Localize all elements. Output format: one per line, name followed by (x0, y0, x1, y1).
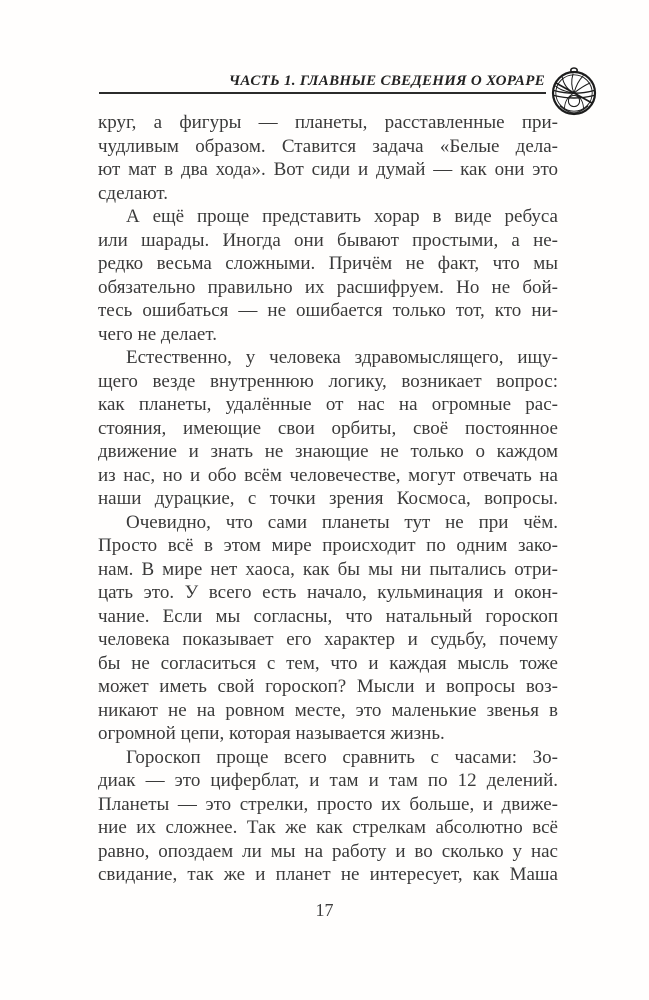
text-line: цать это. У всего есть начало, кульминация и окон- (98, 582, 558, 603)
text-line: бы не согласиться с тем, что и каждая мысль тоже (98, 652, 558, 674)
text-line: щего везде внутреннюю логику, возникает вопрос: (98, 370, 558, 392)
text-line: Гороскоп проще всего сравнить с часами: Зо- (126, 746, 558, 768)
engraved-sphere-icon (550, 67, 598, 117)
text-line: нам. В мире нет хаоса, как бы мы ни пытались отри- (98, 558, 558, 580)
text-line: Очевидно, что сами планеты тут не при чём. (126, 511, 558, 533)
paragraph (98, 746, 558, 887)
paragraph (98, 346, 558, 511)
text-line: наши дурацкие, с точки зрения Космоса, вопросы. (98, 488, 558, 509)
running-head-title: ЧАСТЬ 1. ГЛАВНЫЕ СВЕДЕНИЯ О ХОРАРЕ (228, 73, 545, 89)
text-line: Планеты — это стрелки, просто их больше, и движе- (98, 793, 558, 815)
text-line: ют мат в два хода». Вот сиди и думай — как они это (98, 159, 558, 180)
paragraph (98, 511, 558, 746)
text-line: диак — это циферблат, и там и там по 12 делений. (98, 770, 558, 791)
text-line: может иметь свой гороскоп? Мысли и вопросы воз- (98, 676, 558, 697)
text-line: из нас, но и обо всём человечестве, могут отвечать на (98, 464, 558, 486)
text-line: как планеты, удалённые от нас на огромные рас- (98, 394, 558, 415)
text-line: равно, опоздаем ли мы на работу и во сколько у нас (98, 840, 558, 862)
header-rule (99, 92, 546, 94)
text-line: Просто всё в этом мире происходит по одним зако- (98, 535, 558, 556)
text-line: чего не делает. (98, 323, 217, 345)
text-line: никают не на ровном месте, это маленькие звенья в (98, 699, 558, 721)
page-number: 17 (315, 900, 334, 920)
text-line: обязательно правильно их расшифруем. Но не бой- (98, 276, 558, 298)
text-line: тесь ошибаться — не ошибается только тот, кто ни- (98, 300, 558, 321)
text-line: Естественно, у человека здравомыслящего, ищу- (126, 347, 558, 368)
paragraph (98, 205, 558, 346)
text-line: чудливым образом. Ставится задача «Белые дела- (98, 135, 558, 157)
text-line: сделают. (98, 182, 169, 204)
text-line: человека показывает его характер и судьбу, почему (98, 629, 558, 650)
text-line: круг, а фигуры — планеты, расставленные при- (98, 112, 558, 133)
text-line: движение и знать не знающие не только о каждом (98, 441, 558, 462)
paragraph (98, 111, 558, 205)
text-line: свидание, так же и планет не интересует, как Маша (98, 864, 558, 885)
text-line: редко весьма сложными. Причём не факт, что мы (98, 253, 558, 274)
text-line: А ещё проще представить хорар в виде ребуса (126, 206, 558, 227)
text-line: огромной цепи, которая называется жизнь. (98, 723, 445, 744)
text-line: стояния, имеющие свои орбиты, своё постоянное (98, 417, 558, 439)
text-line: или шарады. Иногда они бывают простыми, а не- (98, 229, 558, 251)
text-line: ние их сложнее. Так же как стрелкам абсолютно всё (98, 817, 558, 838)
page-body-text (98, 111, 558, 887)
text-line: чание. Если мы согласны, что натальный гороскоп (98, 605, 558, 627)
